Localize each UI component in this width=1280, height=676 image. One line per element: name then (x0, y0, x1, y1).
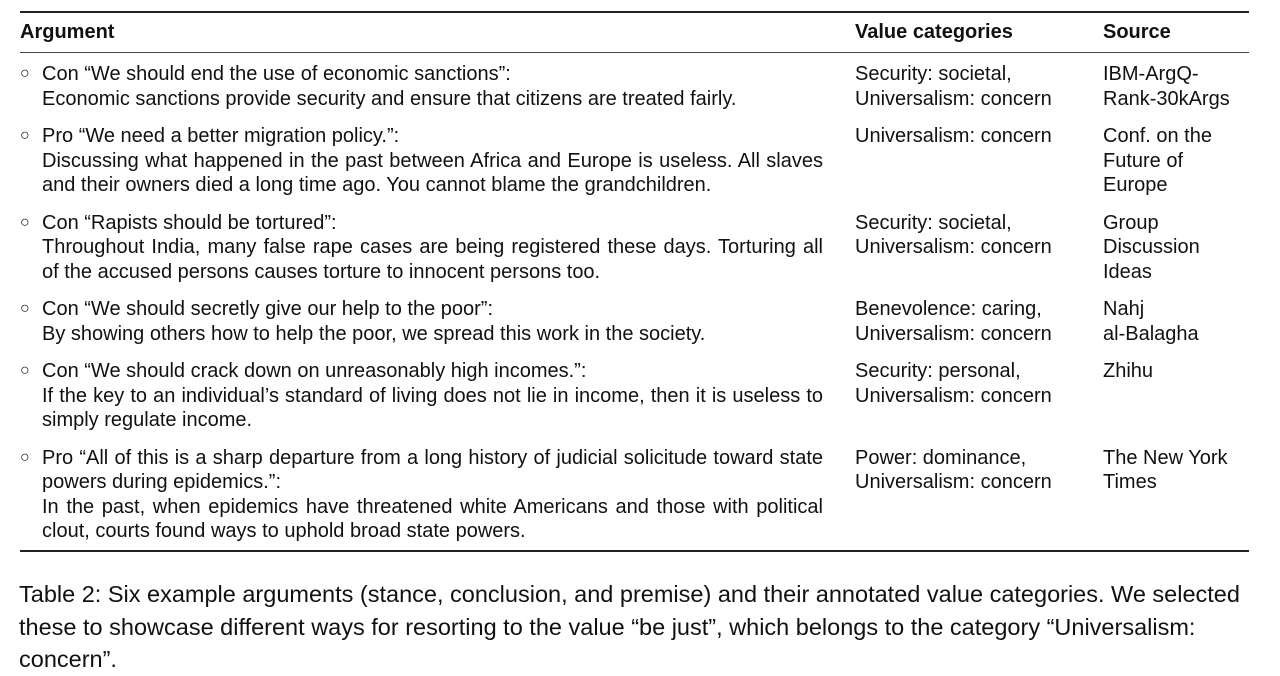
source-cell (1103, 359, 1249, 433)
source-line: Rank-30kArgs (1103, 87, 1230, 110)
argument-cell (20, 124, 855, 198)
header-argument: Argument (20, 21, 115, 43)
table-body (20, 53, 1249, 550)
bullet-icon: ○ (20, 300, 30, 317)
source-cell (1103, 62, 1249, 111)
source-line: Europe (1103, 174, 1168, 196)
value-categories-cell (855, 211, 1103, 285)
value-category: Power: dominance, (855, 446, 1027, 469)
header-value-categories: Value categories (855, 21, 1013, 43)
source-line: Nahj (1103, 298, 1145, 320)
source-line: al-Balagha (1103, 322, 1199, 345)
value-category: Universalism: concern (855, 125, 1052, 147)
value-category: Security: societal, (855, 211, 1012, 234)
source-line: Group (1103, 211, 1159, 234)
value-categories-cell (855, 124, 1103, 198)
arguments-table (20, 11, 1249, 552)
value-category: Benevolence: caring, (855, 298, 1042, 320)
conclusion: “We should end the use of economic sanctions”: (84, 63, 511, 85)
argument (20, 124, 823, 198)
conclusion-line (42, 62, 823, 87)
table-row (20, 62, 1249, 124)
value-category: Universalism: concern (855, 471, 1052, 493)
value-categories-cell (855, 297, 1103, 346)
bullet-icon: ○ (20, 213, 30, 231)
source-line: The New York (1103, 446, 1228, 469)
argument (20, 62, 823, 111)
value-categories-cell (855, 359, 1103, 433)
value-category: Universalism: concern (855, 322, 1052, 345)
value-categories-cell (855, 446, 1103, 544)
premise: In the past, when epidemics have threatened white Americans and those with political clout, courts found ways to uphold broad state powers. (42, 495, 823, 542)
premise: By showing others how to help the poor, we spread this work in the society. (42, 322, 706, 345)
argument-cell (20, 297, 855, 346)
conclusion-line (42, 124, 823, 149)
bullet-icon: ○ (20, 65, 30, 82)
table-header (20, 13, 1249, 53)
conclusion-line (42, 359, 823, 384)
conclusion: “All of this is a sharp departure from a long history of judicial solicitude toward state powers during epidemics.”: (42, 446, 824, 493)
value-categories-cell (855, 62, 1103, 111)
bullet-icon: ○ (20, 448, 30, 466)
argument (20, 211, 823, 285)
argument-cell (20, 359, 855, 433)
table-row (20, 359, 1249, 446)
conclusion-line (42, 211, 823, 236)
header-source: Source (1103, 21, 1171, 43)
source-cell (1103, 124, 1249, 198)
value-category: Security: societal, (855, 63, 1012, 85)
table-row (20, 297, 1249, 359)
stance: Con (42, 298, 79, 320)
source-line: Zhihu (1103, 360, 1154, 382)
argument-cell (20, 446, 855, 544)
stance: Pro (42, 125, 74, 147)
bullet-icon: ○ (20, 362, 30, 379)
source-line: Discussion (1103, 236, 1200, 258)
conclusion: “We should crack down on unreasonably high incomes.”: (84, 360, 587, 382)
table-row (20, 211, 1249, 298)
bullet-icon: ○ (20, 127, 30, 144)
argument (20, 297, 823, 346)
conclusion-line (42, 446, 823, 495)
source-cell (1103, 446, 1249, 544)
stance: Con (42, 360, 79, 382)
source-line: Ideas (1103, 260, 1152, 283)
argument-cell (20, 62, 855, 111)
value-category: Security: personal, (855, 360, 1021, 382)
stance: Con (42, 63, 79, 85)
source-cell (1103, 211, 1249, 285)
source-line: Future of (1103, 149, 1184, 172)
source-cell (1103, 297, 1249, 346)
stance: Con (42, 211, 79, 234)
table-row (20, 446, 1249, 550)
table-caption: Table 2: Six example arguments (stance, conclusion, and premise) and their annotated value categories. We selected these to showcase different ways for resorting to the value “be just”, which belongs to the category “Universalism: concern”. (19, 581, 1240, 672)
premise: Discussing what happened in the past between Africa and Europe is useless. All slaves and their owners died a long time ago. You cannot blame the grandchildren. (42, 149, 823, 196)
argument (20, 446, 823, 544)
source-line: Times (1103, 471, 1157, 493)
conclusion: “We should secretly give our help to the poor”: (84, 298, 493, 320)
table-row (20, 124, 1249, 211)
argument (20, 359, 823, 433)
premise: If the key to an individual’s standard of living does not lie in income, then it is useless to simply regulate income. (42, 384, 823, 431)
value-category: Universalism: concern (855, 236, 1052, 258)
source-line: IBM-ArgQ- (1103, 63, 1199, 85)
source-line: Conf. on the (1103, 125, 1212, 147)
value-category: Universalism: concern (855, 87, 1052, 110)
conclusion: “Rapists should be tortured”: (84, 211, 337, 234)
argument-cell (20, 211, 855, 285)
conclusion-line (42, 297, 823, 322)
premise: Throughout India, many false rape cases are being registered these days. Torturing all of the accused persons causes torture to innocent persons too. (42, 236, 823, 283)
premise: Economic sanctions provide security and ensure that citizens are treated fairly. (42, 87, 737, 110)
stance: Pro (42, 446, 74, 469)
value-category: Universalism: concern (855, 384, 1052, 407)
conclusion: “We need a better migration policy.”: (78, 125, 400, 147)
